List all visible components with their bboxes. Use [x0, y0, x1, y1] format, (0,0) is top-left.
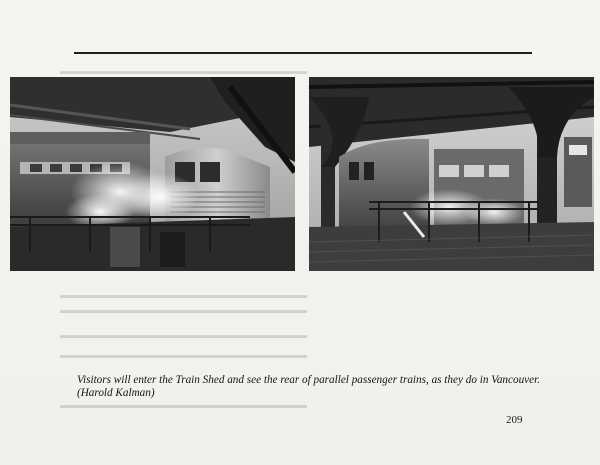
train-shed-right-illustration: [309, 77, 594, 271]
show-through-text: ▬▬▬▬▬▬▬▬▬▬▬▬▬▬▬▬▬▬▬▬▬▬▬▬▬▬: [60, 401, 307, 411]
photo-caption: [77, 374, 547, 400]
show-through-text: ▬▬▬▬▬▬▬▬▬▬▬▬▬▬▬▬▬▬▬▬▬▬▬▬▬▬: [60, 67, 307, 77]
show-through-text: ▬▬▬▬▬▬▬▬▬▬▬▬▬▬▬▬▬▬▬▬▬▬▬▬▬▬: [60, 351, 307, 361]
show-through-text: ▬▬▬▬▬▬▬▬▬▬▬▬▬▬▬▬▬▬▬▬▬▬▬▬▬▬: [60, 331, 307, 341]
caption-credit: (Harold Kalman): [77, 387, 155, 399]
page-number: 209: [506, 414, 523, 426]
show-through-text: ▬▬▬▬▬▬▬▬▬▬▬▬▬▬▬▬▬▬▬▬▬▬▬▬▬▬: [60, 291, 307, 301]
caption-line: Visitors will enter the Train Shed and see the rear of parallel passenger trains, as they do in Vancouver.: [77, 374, 540, 386]
header-rule: [74, 52, 532, 54]
train-shed-photo-left: [10, 77, 295, 271]
train-shed-left-illustration: [10, 77, 295, 271]
train-shed-photo-right: [309, 77, 594, 271]
show-through-text: ▬▬▬▬▬▬▬▬▬▬▬▬▬▬▬▬▬▬▬▬▬▬▬▬▬▬: [60, 306, 307, 316]
